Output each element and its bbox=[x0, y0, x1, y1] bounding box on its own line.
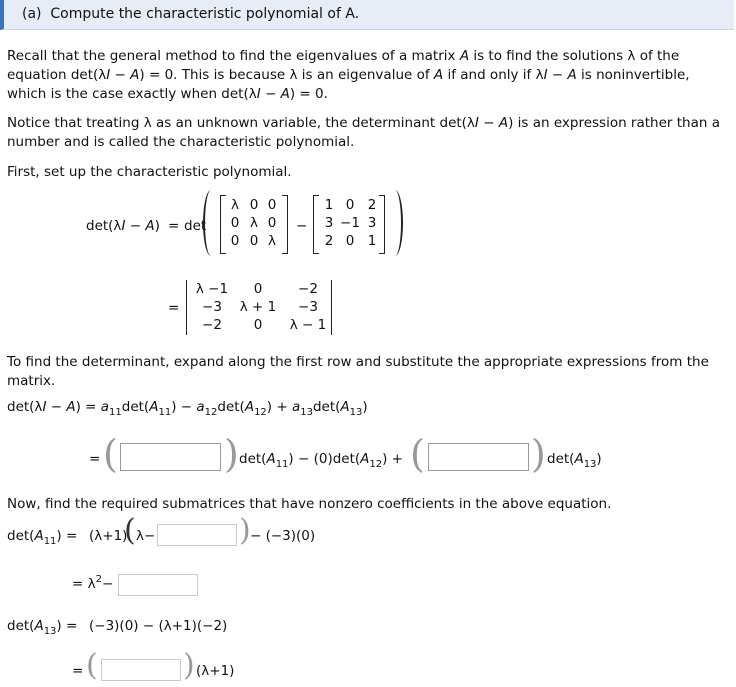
det-matrix-cell: λ −1 bbox=[195, 281, 229, 297]
setup-equals: = bbox=[168, 218, 180, 234]
expansion-row2-tail: $\det(A_{13})$ bbox=[547, 451, 602, 470]
intro-paragraph-3: First, set up the characteristic polynomial. bbox=[7, 164, 292, 180]
det-a11-factor: (λ+1) bbox=[89, 528, 128, 544]
det-matrix-cell: −3 bbox=[298, 299, 318, 315]
lambda-matrix-cell: λ bbox=[231, 197, 239, 213]
a-matrix-cell: 2 bbox=[367, 197, 377, 213]
a11-simplified-input[interactable] bbox=[118, 574, 198, 596]
det-label: det bbox=[184, 218, 207, 234]
lambda-matrix-cell: 0 bbox=[230, 215, 240, 231]
det-matrix-cell: −2 bbox=[202, 317, 222, 333]
lambda-matrix-cell: 0 bbox=[267, 215, 277, 231]
expansion-formula: $\det(\lambda I - A) = a_{11}\det(A_{11}) - a_{12}\det(A_{12}) + a_{13}\det(A_{13})$ bbox=[7, 399, 368, 418]
lambda-matrix-cell: 0 bbox=[230, 233, 240, 249]
det-a11-lhs: $\det(A_{11})$ = bbox=[7, 528, 78, 547]
paren-close-a13: ) bbox=[531, 432, 546, 476]
a-matrix-cell: 1 bbox=[324, 197, 334, 213]
det-matrix-cell: λ − 1 bbox=[289, 317, 327, 333]
part-header bbox=[0, 0, 734, 30]
paren-open-a13: ( bbox=[410, 432, 425, 476]
det-matrix-cell: −3 bbox=[202, 299, 222, 315]
paren-open-a13-line: ( bbox=[86, 648, 98, 683]
det-a13-lhs: $\det(A_{13})$ = bbox=[7, 618, 78, 637]
expansion-row2-equals: = bbox=[89, 451, 101, 467]
paren-open-a11-line: ( bbox=[124, 513, 136, 548]
paren-open-a11: ( bbox=[103, 432, 118, 476]
det-a11-lambda-minus: λ− bbox=[136, 528, 156, 544]
setup-lhs: det(λI − A) bbox=[86, 218, 160, 234]
matrix-minus: − bbox=[296, 218, 308, 234]
det-matrix-cell: λ + 1 bbox=[239, 299, 277, 315]
a-matrix-cell: 2 bbox=[324, 233, 334, 249]
det-a11-tail: − (−3)(0) bbox=[250, 528, 316, 544]
expand-paragraph: To find the determinant, expand along the first row and substitute the appropriate expressions from the matrix. bbox=[7, 354, 709, 389]
det-matrix-equals: = bbox=[168, 300, 180, 316]
paren-close-a11-line: ) bbox=[239, 513, 251, 548]
det-a13-expression: (−3)(0) − (λ+1)(−2) bbox=[89, 618, 228, 634]
a13-submatrix-input[interactable] bbox=[101, 659, 181, 681]
lambda-matrix-cell: 0 bbox=[249, 197, 259, 213]
det-a13-equals: = bbox=[72, 663, 84, 679]
submatrices-paragraph: Now, find the required submatrices that have nonzero coefficients in the above equation. bbox=[7, 496, 612, 512]
lambda-matrix-cell: λ bbox=[250, 215, 258, 231]
lambda-matrix-cell: 0 bbox=[249, 233, 259, 249]
a11-submatrix-input[interactable] bbox=[157, 524, 237, 546]
det-matrix-cell: 0 bbox=[253, 281, 263, 297]
a11-input[interactable] bbox=[120, 443, 221, 471]
expansion-row2-middle: $\det(A_{11}) - (0)\det(A_{12})$ + bbox=[239, 451, 403, 470]
det-a13-factor: (λ+1) bbox=[196, 663, 235, 679]
det-matrix-cell: 0 bbox=[253, 317, 263, 333]
a-matrix-cell: −1 bbox=[340, 215, 360, 231]
det-matrix-cell: −2 bbox=[298, 281, 318, 297]
intro-paragraph-2: Notice that treating λ as an unknown variable, the determinant det(λI − A) is an expression rather than a number and is called the characteristic polynomial. bbox=[7, 115, 720, 150]
a-matrix-cell: 0 bbox=[345, 197, 355, 213]
paren-close-a11: ) bbox=[224, 432, 239, 476]
intro-paragraph-1: Recall that the general method to find the eigenvalues of a matrix A is to find the solutions λ of the equation det(λI − A) = 0. This is because λ is an eigenvalue of A if and only if λI − A is noninvertible, which is the case exactly when det(λI − A) = 0. bbox=[7, 48, 690, 102]
a-matrix-cell: 3 bbox=[324, 215, 334, 231]
part-title: (a) Compute the characteristic polynomial of A. bbox=[22, 6, 360, 22]
paren-close-a13-line: ) bbox=[183, 648, 195, 683]
a13-input[interactable] bbox=[428, 443, 529, 471]
lambda-matrix-cell: λ bbox=[268, 233, 276, 249]
a-matrix-cell: 3 bbox=[367, 215, 377, 231]
a-matrix-cell: 0 bbox=[345, 233, 355, 249]
lambda-matrix-cell: 0 bbox=[267, 197, 277, 213]
det-a11-simplified: = $\lambda^2-$ bbox=[72, 574, 114, 592]
a-matrix-cell: 1 bbox=[367, 233, 377, 249]
